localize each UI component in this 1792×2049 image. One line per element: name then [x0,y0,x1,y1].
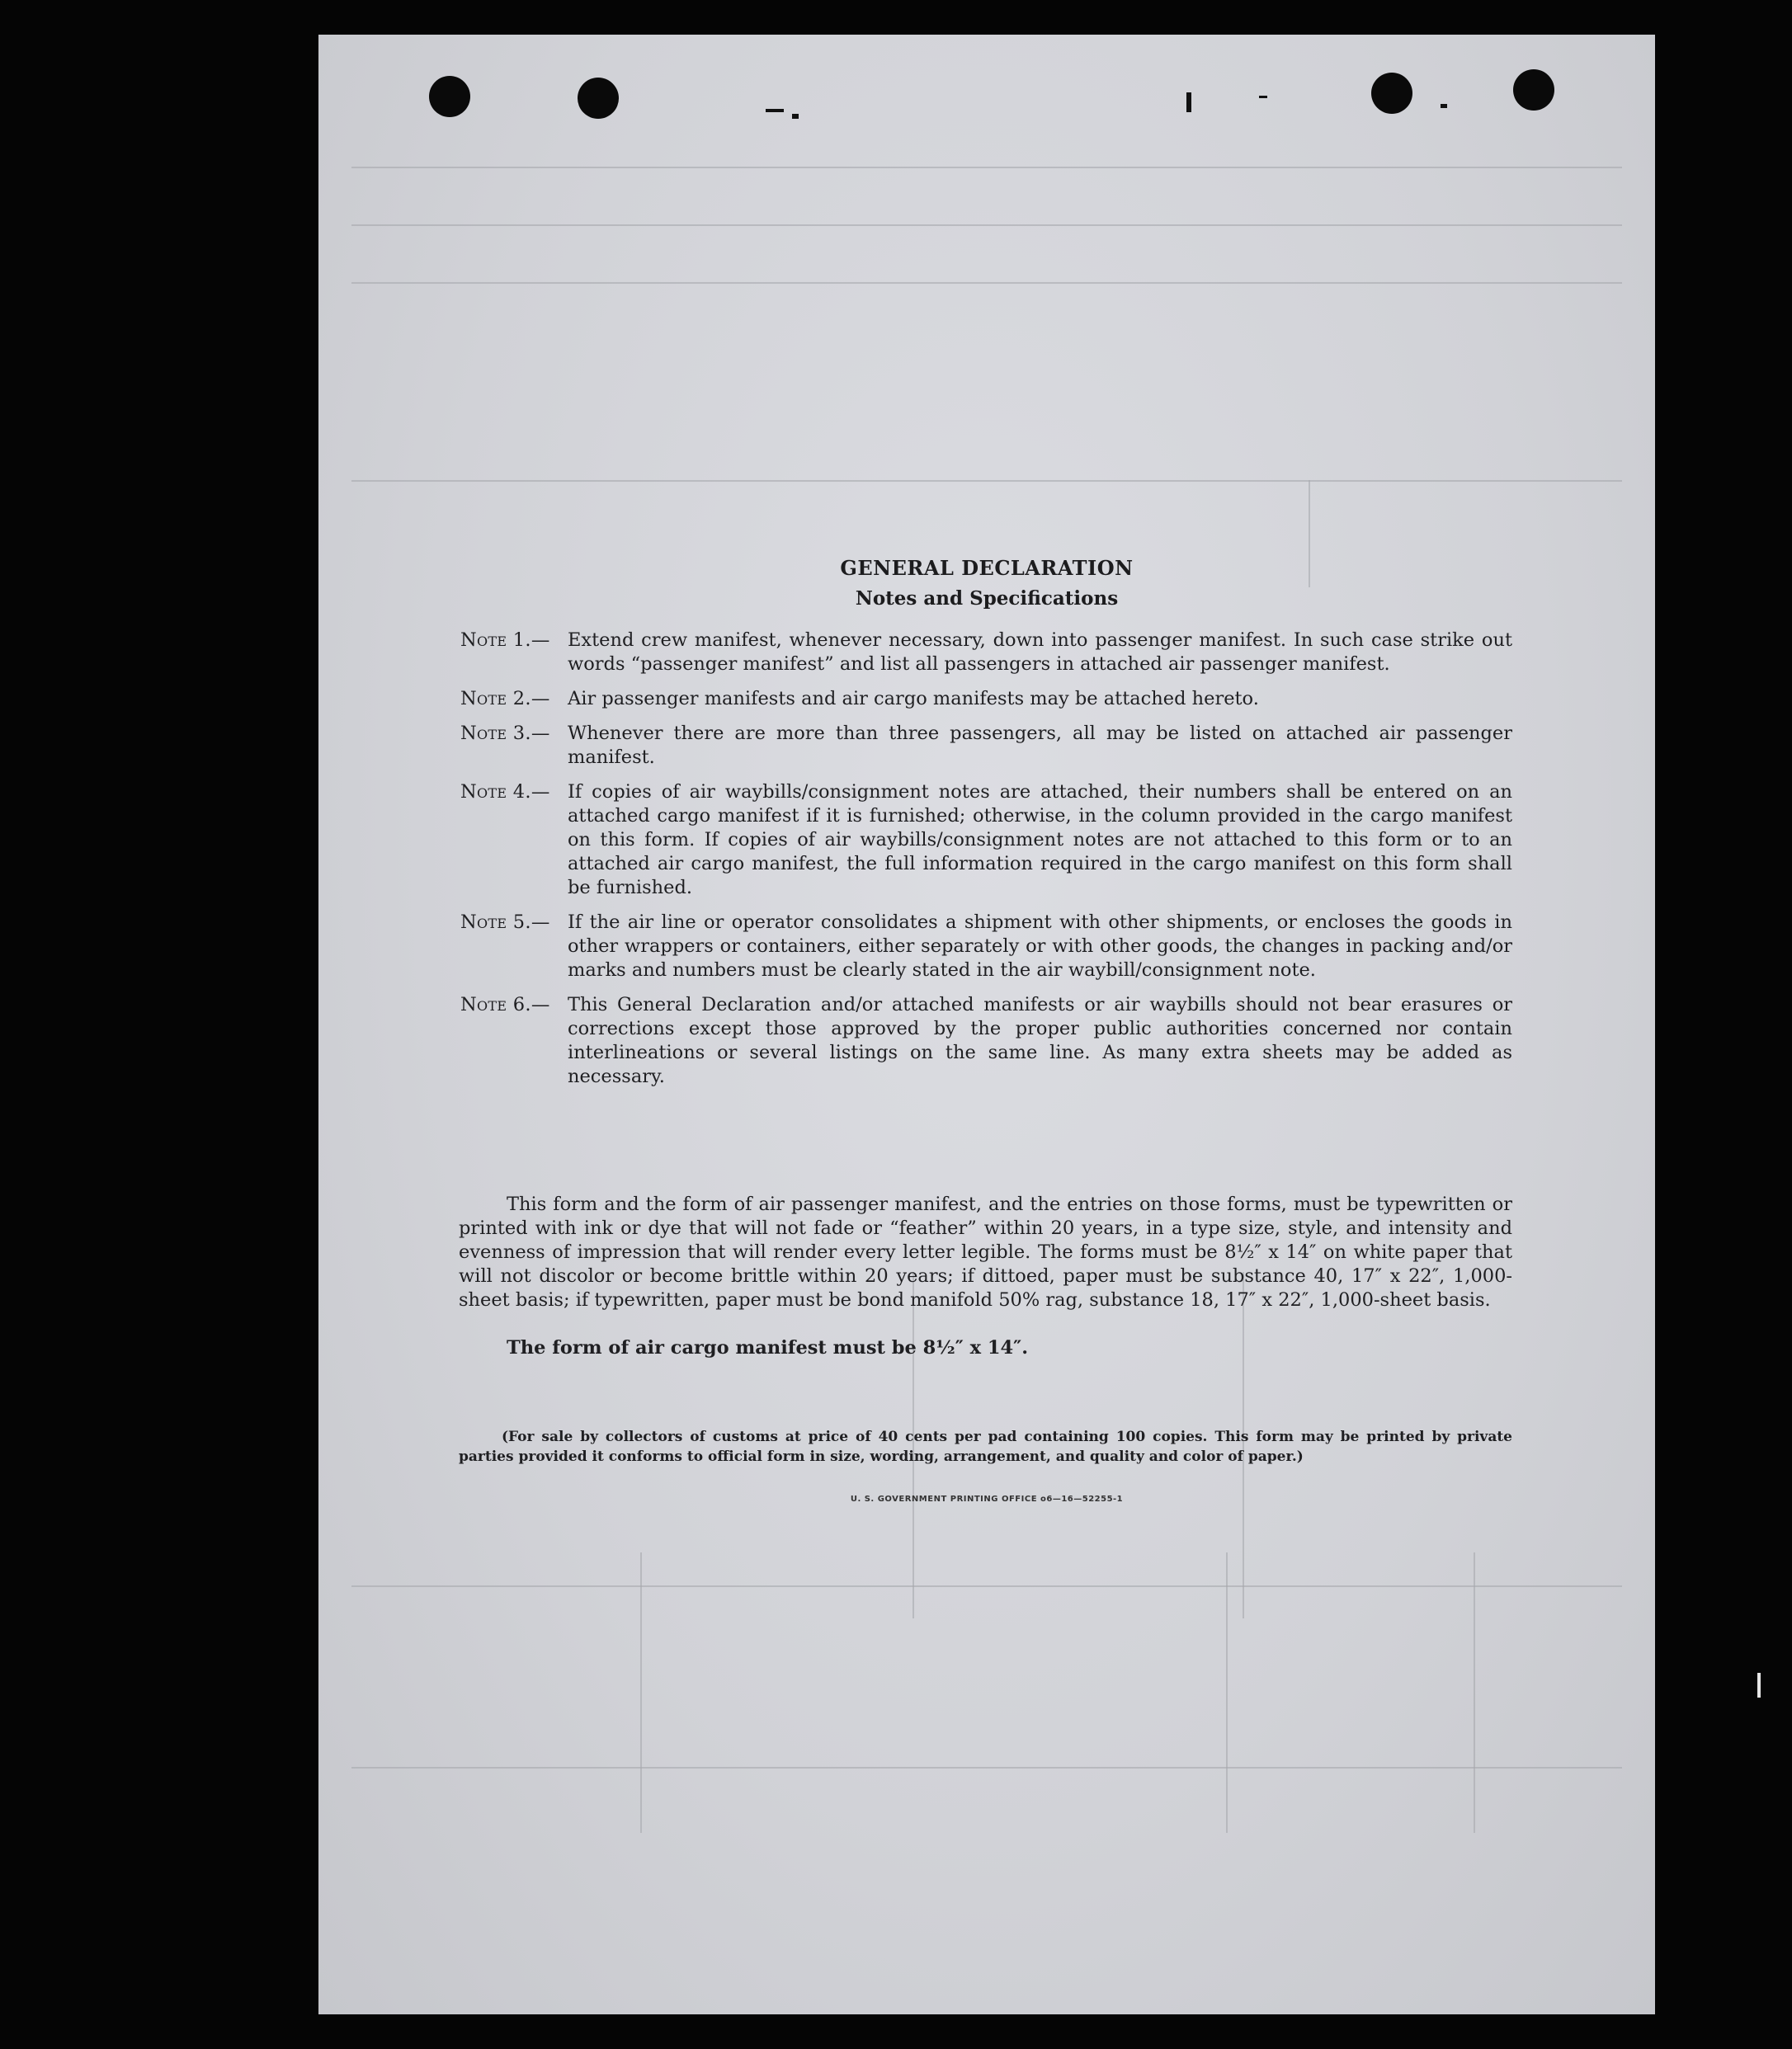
punch-hole-3 [1371,73,1412,114]
note-item [460,780,1512,900]
ink-speck [1441,104,1447,108]
bleed-through-line [351,224,1622,226]
bleed-through-line [351,282,1622,284]
note-text: If the air line or operator consolidates a shipment with other shipments, or encloses the goods in other wrappers or containers, either separately or with other goods, the changes in packing and/or marks and numbers must be clearly stated in the air waybill/consignment note. [568,911,1512,981]
bleed-through-line [351,1585,1622,1587]
punch-hole-2 [578,78,619,119]
note-text: Whenever there are more than three passengers, all may be listed on attached air passenger manifest. [568,723,1512,768]
note-text: Air passenger manifests and air cargo manifests may be attached hereto. [568,688,1259,709]
note-label: Note 4.— [460,781,550,803]
note-text: If copies of air waybills/consignment notes are attached, their numbers shall be entered on an attached cargo manifest if it is furnished; otherwise, in the column provided in the cargo manifest on this form. If copies of air waybills/consignment notes are not attached to this form or to an attached air cargo manifest, the full information required in the cargo manifest on this form shall be furnished. [568,781,1512,898]
ink-speck [1186,92,1191,112]
ink-speck [1259,96,1267,98]
note-label: Note 2.— [460,688,550,709]
bleed-through-line [1226,1552,1228,1833]
cargo-manifest-size-line: The form of air cargo manifest must be 8½″ x 14″. [507,1337,1029,1359]
note-item [460,993,1512,1089]
note-label: Note 1.— [460,629,550,651]
bleed-through-line [351,1767,1622,1769]
note-label: Note 3.— [460,723,550,744]
note-item [460,722,1512,770]
bleed-through-line [351,480,1622,482]
note-item [460,911,1512,982]
note-text: Extend crew manifest, whenever necessary, down into passenger manifest. In such case strike out words “passenger manifest” and list all passengers in attached air passenger manifest. [568,629,1512,675]
notes-list [460,629,1512,1100]
sale-footnote: (For sale by collectors of customs at price of 40 cents per pad containing 100 copies. This form may be printed by private parties provided it conforms to official form in size, wording, arrangement, and quality and color of paper.) [459,1429,1512,1465]
note-item [460,687,1512,711]
specifications-paragraph: This form and the form of air passenger manifest, and the entries on those forms, must be typewritten or printed with ink or dye that will not fade or “feather” within 20 years, in a type size, style, and intensity and evenness of impression that will render every letter legible. The forms must be 8½″ x 14″ on white paper that will not discolor or become brittle within 20 years; if dittoed, paper must be substance 40, 17″ x 22″, 1,000-sheet basis; if typewritten, paper must be bond manifold 50% rag, substance 18, 17″ x 22″, 1,000-sheet basis. [459,1194,1512,1311]
page-title: GENERAL DECLARATION [840,556,1134,580]
punch-hole-1 [429,76,470,117]
margin-mark [1757,1673,1761,1698]
note-label: Note 6.— [460,994,550,1015]
bleed-through-line [640,1552,642,1833]
bleed-through-line [351,167,1622,168]
page-subtitle: Notes and Specifications [855,587,1119,610]
bleed-through-line [1474,1552,1475,1833]
printer-imprint: U. S. GOVERNMENT PRINTING OFFICE o6—16—52255-1 [850,1495,1124,1504]
ink-speck [792,114,799,119]
note-label: Note 5.— [460,911,550,933]
punch-hole-4 [1513,69,1554,111]
note-text: This General Declaration and/or attached manifests or air waybills should not bear erasures or corrections except those approved by the proper public authorities concerned nor contain interlineations or several listings on the same line. As many extra sheets may be added as necessary. [568,994,1512,1087]
ink-speck [766,109,784,112]
document-page [318,35,1655,2014]
note-item [460,629,1512,676]
